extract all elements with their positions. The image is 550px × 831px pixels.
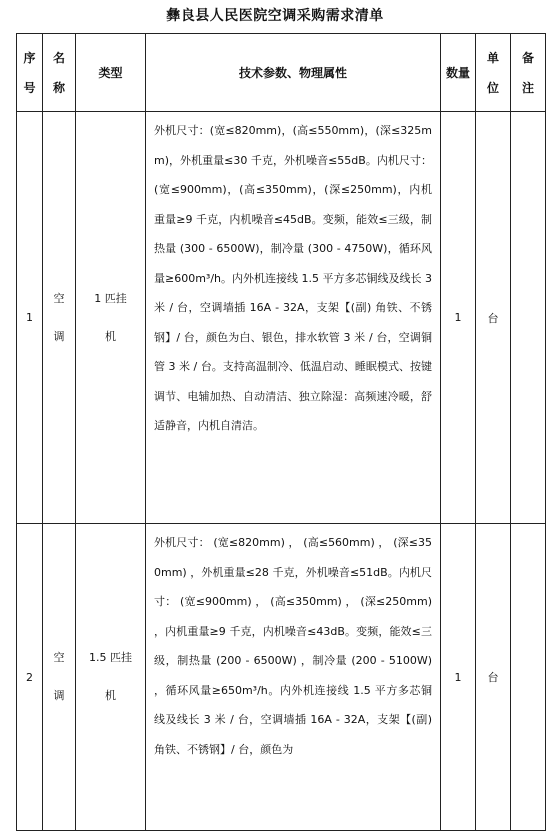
cell-qty: 1 [441, 524, 476, 831]
header-note: 备 注 [511, 34, 546, 112]
cell-unit: 台 [476, 524, 511, 831]
header-qty: 数量 [441, 34, 476, 112]
cell-name: 空 调 [43, 112, 76, 524]
cell-no: 2 [17, 524, 43, 831]
cell-qty: 1 [441, 112, 476, 524]
cell-spec: 外机尺寸： (宽≤820mm) ， (高≤560mm) ， (深≤350mm) ，外机重量≤28 千克，外机噪音≤51dB。内机尺寸： (宽≤900mm) ， (高≤350mm) ， (深≤250mm) ，内机重量≥9 千克，内机噪音≤43dB。变频，能效≤三级，制热量 (200 - 6500W) ，制冷量 (200 - 5100W) ，循环风量≥650m³/h。内外机连接线 1.5 平方多芯铜线及线长 3 米 / 台，空调墙插 16A - 32A，支架【(副) 角铁、不锈钢】/ 台，颜色为 [146, 524, 441, 831]
cell-note [511, 112, 546, 524]
cell-note [511, 524, 546, 831]
table-row [17, 524, 546, 831]
header-no: 序 号 [17, 34, 43, 112]
page-title: 彝良县人民医院空调采购需求清单 [166, 8, 384, 24]
procurement-table [16, 33, 546, 831]
header-name: 名 称 [43, 34, 76, 112]
cell-name: 空 调 [43, 524, 76, 831]
cell-type: 1 匹挂 机 [76, 112, 146, 524]
cell-spec: 外机尺寸：(宽≤820mm)，(高≤550mm)，(深≤325mm)，外机重量≤30 千克，外机噪音≤55dB。内机尺寸：(宽≤900mm)，(高≤350mm)，(深≤250mm)，内机重量≥9 千克，内机噪音≤45dB。变频，能效≤三级，制热量 (300 - 6500W)，制冷量 (300 - 4750W)，循环风量≥600m³/h。内外机连接线 1.5 平方多芯铜线及线长 3 米 / 台，空调墙插 16A - 32A，支架【(副) 角铁、不锈钢】/ 台，颜色为白、银色，排水软管 3 米 / 台，空调铜管 3 米 / 台。支持高温制冷、低温启动、睡眠模式、按键调节、电辅加热、自动清洁、独立除湿：高频速冷暖，舒适静音，内机自清洁。 [146, 112, 441, 524]
cell-no: 1 [17, 112, 43, 524]
cell-type: 1.5 匹挂 机 [76, 524, 146, 831]
table-row [17, 112, 546, 524]
header-spec: 技术参数、物理属性 [146, 34, 441, 112]
table-header-row [17, 34, 546, 112]
header-type: 类型 [76, 34, 146, 112]
header-unit: 单 位 [476, 34, 511, 112]
cell-unit: 台 [476, 112, 511, 524]
